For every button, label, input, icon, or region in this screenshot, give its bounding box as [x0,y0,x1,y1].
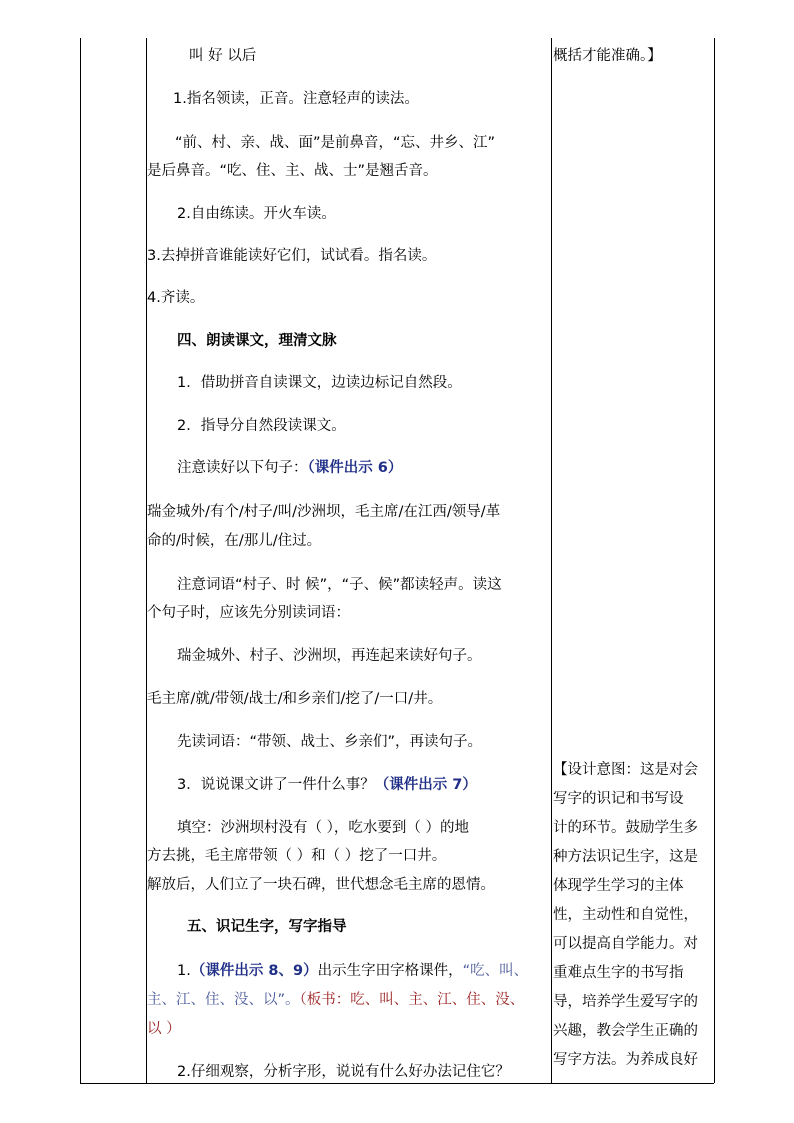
sentence-1b: 命的/时候，在/那儿/住过。 [147,533,322,549]
step-1: 1.指名领读，正音。注意轻声的读法。 [173,91,419,107]
intent-line-3: 计的环节。鼓励学生多 [553,820,698,836]
intent-line-9: 导，培养学生爱写字的 [553,994,698,1010]
intent-prev-end: 概括才能准确。】 [553,48,662,64]
intent-line-1: 【设计意图：这是对会 [553,762,698,778]
sentence-1a: 瑞金城外/有个/村子/叫/沙洲坝，毛主席/在江西/领导/革 [147,504,501,520]
new-chars-b: 主、江、住、没、以”。 [147,992,300,1008]
step-4: 4.齐读。 [147,290,205,306]
read-step-2: 2．指导分自然段读课文。 [177,418,346,434]
read-step-1: 1．借助拼音自读课文，边读边标记自然段。 [177,375,462,391]
intent-line-11: 写字方法。为养成良好 [553,1052,698,1068]
table-border-left [80,38,81,1083]
pronunciation-note-b: 是后鼻音。“吃、住、主、战、士”是翘舌音。 [147,163,438,179]
word-note-a: 注意词语“村子、时 候”，“子、候”都读轻声。读这 [177,577,502,593]
blackboard-note-a: （板书：吃、叫、主、江、住、没、 [299,992,525,1008]
courseware-tag-6: （课件出示 6） [307,460,403,476]
read-step-3-text: 3．说说课文讲了一件什么事？ [177,777,375,793]
char-step-1-text: 出示生字田字格课件， [317,963,463,979]
fill-blank-b: 方去挑，毛主席带领（ ）和（ ）挖了一口井。 [147,848,447,864]
sentence-note-text: 注意读好以下句子： [177,460,308,476]
courseware-tag-8-9: （课件出示 8、9） [190,963,318,979]
fill-blank-a: 填空：沙洲坝村没有（ ），吃水要到（ ）的地 [177,820,469,836]
words-line: 叫 好 以后 [189,48,257,64]
step-2: 2.自由练读。开火车读。 [177,206,336,222]
pronunciation-note-a: “前、村、亲、战、面”是前鼻音，“忘、井乡、江” [175,135,496,151]
char-step-1 [177,956,581,986]
table-border-col1 [146,38,147,1083]
intent-line-8: 重难点生字的书写指 [553,965,684,981]
char-step-2: 2.仔细观察，分析字形，说说有什么好办法记住它？ [177,1064,510,1080]
intent-line-10: 兴趣，教会学生正确的 [553,1023,698,1039]
table-border-right [714,38,715,1083]
sentence-2: 毛主席/就/带领/战士/和乡亲们/挖了/一口/井。 [147,691,443,707]
fill-blank-c: 解放后，人们立了一块石碑，世代想念毛主席的恩情。 [147,877,495,893]
read-step-3 [177,770,581,800]
section-heading-5: 五、识记生字，写字指导 [187,919,347,935]
intent-line-4: 种方法识记生字，这是 [553,849,698,865]
courseware-tag-7: （课件出示 7） [374,777,477,793]
section-heading-4: 四、朗读课文，理清文脉 [177,333,337,349]
blackboard-note-b: 以 ） [147,1021,181,1037]
intent-line-5: 体现学生学习的主体 [553,878,684,894]
step-3: 3.去掉拼音谁能读好它们，试试看。指名读。 [147,248,437,264]
intent-line-2: 写字的识记和书写设 [553,791,684,807]
char-step-1-cont [147,985,551,1015]
sentence-note [177,453,581,483]
intent-line-7: 可以提高自学能力。对 [553,936,698,952]
word-note-d: 先读词语：“带领、战士、乡亲们”，再读句子。 [177,734,483,750]
char-step-1-num: 1. [177,963,191,979]
word-note-c: 瑞金城外、村子、沙洲坝，再连起来读好句子。 [177,648,482,664]
new-chars-a: “吃、叫、 [462,963,529,979]
word-note-b: 个句子时，应该先分别读词语： [147,605,350,621]
intent-line-6: 性，主动性和自觉性， [553,907,698,923]
